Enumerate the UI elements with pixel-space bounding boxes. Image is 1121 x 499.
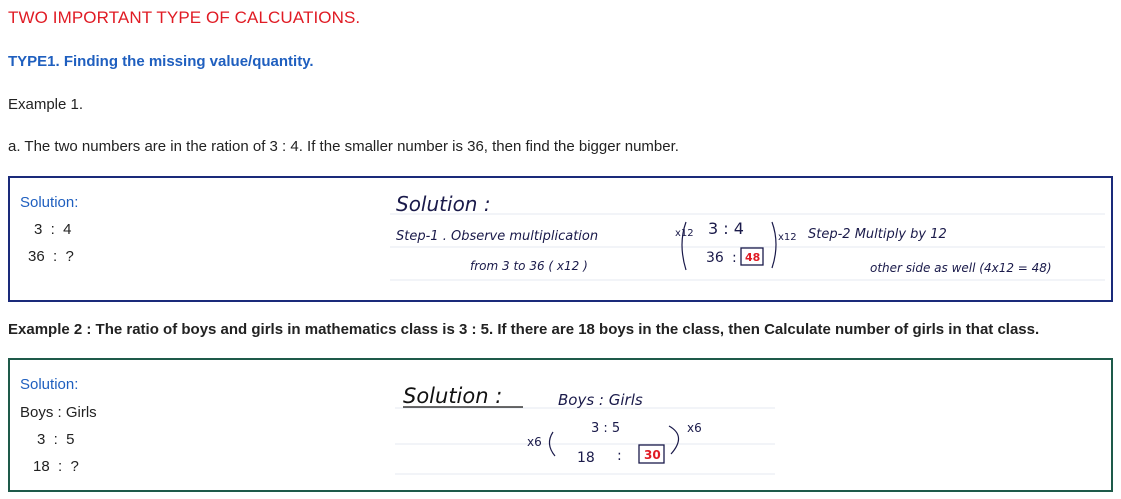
right-arrow [669, 426, 679, 454]
example2-hw-header: Boys : Girls [558, 391, 643, 409]
example1-solution-label: Solution: [20, 194, 79, 211]
example1-value-row: 36 : ? [28, 248, 74, 265]
example1-solution-box [8, 176, 1113, 302]
example1-hw-step1: Step-1 . Observe multiplication [396, 229, 599, 244]
example2-hw-mult-left: x6 [527, 435, 542, 449]
right-brace [772, 222, 776, 268]
example1-hw-answer: 48 [745, 251, 761, 264]
example2-hw-title: Solution : [403, 384, 503, 408]
example2-hw-ratio: 3 : 5 [591, 421, 621, 436]
svg-text::: : [732, 250, 737, 266]
example1-hw-ratio: 3 : 4 [708, 219, 744, 238]
example1-label: Example 1. [8, 96, 84, 113]
page-heading: TWO IMPORTANT TYPE OF CALCUATIONS. [8, 8, 361, 27]
example2-hw-mult-right: x6 [687, 421, 702, 435]
example2-ratio-row: 3 : 5 [37, 431, 75, 448]
example1-hw-mult-left: x12 [675, 228, 694, 239]
example1-hw-step1b: from 3 to 36 ( x12 ) [470, 259, 588, 273]
example2-hw-left-value: 18 [577, 450, 595, 466]
example2-question: Example 2 : The ratio of boys and girls in mathematics class is 3 : 5. If there are 18 boys in the class, then Calculate number of girls in that class. [8, 321, 1040, 338]
type1-heading: TYPE1. Finding the missing value/quantity. [8, 53, 314, 70]
example2-handwritten-solution [395, 370, 795, 486]
example1-hw-mult-right: x12 [778, 232, 797, 243]
svg-text::: : [617, 448, 622, 464]
example2-hw-answer: 30 [644, 448, 661, 462]
example1-ratio-row: 3 : 4 [34, 221, 72, 238]
example1-hw-left-value: 36 [706, 250, 724, 266]
example2-header-row: Boys : Girls [20, 404, 97, 421]
example1-handwritten-solution [390, 184, 1110, 296]
example2-solution-box [8, 358, 1113, 492]
example1-question: a. The two numbers are in the ration of 3 : 4. If the smaller number is 36, then find the bigger number. [8, 138, 679, 155]
example1-hw-step2b: other side as well (4x12 = 48) [870, 261, 1052, 275]
example1-hw-step2: Step-2 Multiply by 12 [808, 227, 947, 242]
example1-hw-title: Solution : [396, 192, 491, 216]
example2-solution-label: Solution: [20, 376, 79, 393]
example2-value-row: 18 : ? [33, 458, 79, 475]
